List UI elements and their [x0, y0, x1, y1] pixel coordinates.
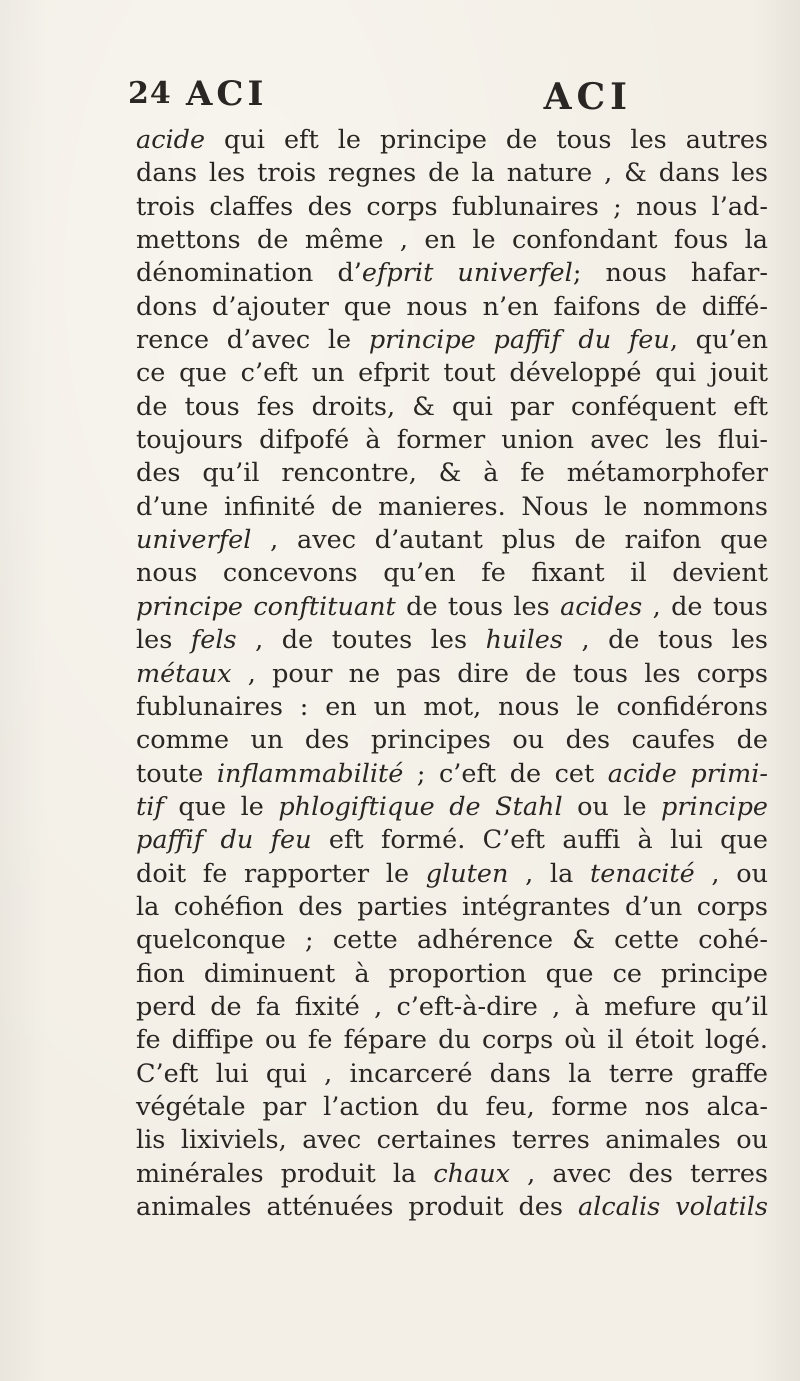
text-run: mettons de même , en le confondant fous la — [136, 225, 768, 256]
page-number: 24 — [128, 76, 172, 111]
text-run: ; c’eft de cet — [403, 758, 608, 789]
text-run: dans les trois regnes de la nature , & dans les — [136, 158, 768, 189]
text-line — [136, 324, 768, 357]
text-run: fe diffipe ou fe fépare du corps où il étoit logé. — [136, 1025, 768, 1056]
text-line — [136, 691, 768, 724]
text-run: doit fe rapporter le — [136, 858, 426, 889]
italic-term: chaux — [433, 1158, 511, 1189]
text-run: , de toutes les — [236, 625, 486, 656]
text-run: rence d’avec le — [136, 325, 369, 356]
text-run: , avec des terres — [510, 1158, 768, 1189]
italic-term: tif — [136, 791, 164, 822]
text-run: , ou — [694, 858, 769, 889]
text-line — [136, 391, 768, 424]
body-text — [136, 124, 768, 1224]
text-run: dénomination d’ — [136, 258, 362, 289]
text-run: , pour ne pas dire de tous les corps — [231, 658, 768, 689]
text-line — [136, 891, 768, 924]
text-run: minérales produit la — [136, 1158, 434, 1189]
text-run: , de tous — [642, 591, 768, 622]
italic-term: paffif du feu — [136, 825, 312, 856]
text-run: , la — [508, 858, 590, 889]
text-run: fublunaires : en un mot, nous le confidérons — [136, 691, 768, 722]
text-run: animales atténuées produit des — [136, 1192, 578, 1222]
text-line — [136, 357, 768, 390]
text-line — [136, 991, 768, 1024]
text-line — [136, 491, 768, 524]
text-run: ou le — [562, 791, 662, 822]
text-line — [136, 1124, 768, 1157]
text-run: nous concevons qu’en fe fixant il devient — [136, 558, 768, 589]
text-run: les — [136, 625, 191, 656]
text-run: , qu’en — [669, 325, 768, 356]
text-run: quelconque ; cette adhérence & cette cohé- — [136, 925, 768, 956]
running-head-right: ACI — [543, 76, 632, 118]
italic-term: inflammabilité — [216, 758, 404, 789]
text-line — [136, 1024, 768, 1057]
italic-term: acide — [136, 125, 206, 155]
italic-term: acide primi- — [607, 758, 768, 789]
text-run: eft formé. C’eft auffi à lui que — [311, 825, 768, 856]
italic-term: alcalis volatils — [577, 1192, 769, 1222]
text-run: végétale par l’action du feu, forme nos alca- — [136, 1091, 768, 1122]
text-run: ce que c’eft un efprit tout développé qui jouit — [136, 358, 768, 389]
text-line — [136, 758, 768, 791]
text-line — [136, 791, 768, 824]
text-run: de tous les — [395, 591, 561, 622]
text-run: lis lixiviels, avec certaines terres animales ou — [136, 1125, 768, 1156]
text-line — [136, 958, 768, 991]
italic-term: efprit univerfel — [361, 258, 573, 289]
text-line — [136, 1058, 768, 1091]
text-line — [136, 658, 768, 691]
text-run: , de tous les — [562, 625, 768, 656]
text-line — [136, 858, 768, 891]
italic-term: principe — [661, 791, 768, 822]
text-run: comme un des principes ou des caufes de — [136, 725, 768, 756]
text-line — [136, 824, 768, 857]
text-run: qui eft le principe de tous les autres — [205, 125, 768, 155]
text-line — [136, 224, 768, 257]
text-run: ; nous hafar- — [572, 258, 768, 289]
text-line — [136, 191, 768, 224]
text-run: toujours difpofé à former union avec les flui- — [136, 425, 768, 456]
italic-term: principe paffif du feu — [368, 325, 670, 356]
text-line — [136, 424, 768, 457]
text-line — [136, 557, 768, 590]
text-line — [136, 257, 768, 290]
italic-term: acides — [560, 591, 643, 622]
text-run: trois claffes des corps fublunaires ; nous l’ad- — [136, 191, 768, 222]
text-line — [136, 624, 768, 657]
text-line — [136, 924, 768, 957]
italic-term: univerfel — [136, 525, 252, 556]
text-run: fion diminuent à proportion que ce principe — [136, 958, 768, 989]
text-line — [136, 724, 768, 757]
running-head-left: ACI — [186, 74, 268, 114]
text-line — [136, 291, 768, 324]
italic-term: gluten — [425, 858, 509, 889]
text-run: toute — [136, 758, 217, 789]
italic-term: huiles — [485, 625, 563, 656]
italic-term: tenacité — [589, 858, 695, 889]
italic-term: principe conftituant — [136, 591, 396, 622]
italic-term: métaux — [136, 658, 232, 689]
italic-term: phlogiftique de Stahl — [278, 791, 563, 822]
page-header — [128, 72, 756, 118]
italic-term: fels — [190, 625, 237, 656]
text-run: , avec d’autant plus de raifon que — [251, 525, 768, 556]
text-run: que le — [163, 791, 279, 822]
text-line — [136, 591, 768, 624]
text-run: de tous fes droits, & qui par conféquent eft — [136, 391, 768, 422]
text-run: perd de fa fixité , c’eft-à-dire , à mefure qu’il — [136, 991, 768, 1022]
text-run: des qu’il rencontre, & à fe métamorphofer — [136, 458, 768, 489]
text-line — [136, 457, 768, 490]
text-line — [136, 157, 768, 190]
text-line — [136, 524, 768, 557]
text-run: dons d’ajouter que nous n’en faifons de diffé- — [136, 291, 768, 322]
text-run: d’une infinité de manieres. Nous le nommons — [136, 491, 768, 522]
text-line — [136, 124, 768, 157]
text-run: la cohéfion des parties intégrantes d’un corps — [136, 891, 768, 922]
text-line — [136, 1091, 768, 1124]
text-run: C’eft lui qui , incarceré dans la terre graffe — [136, 1058, 768, 1089]
text-line — [136, 1191, 768, 1224]
text-line — [136, 1158, 768, 1191]
